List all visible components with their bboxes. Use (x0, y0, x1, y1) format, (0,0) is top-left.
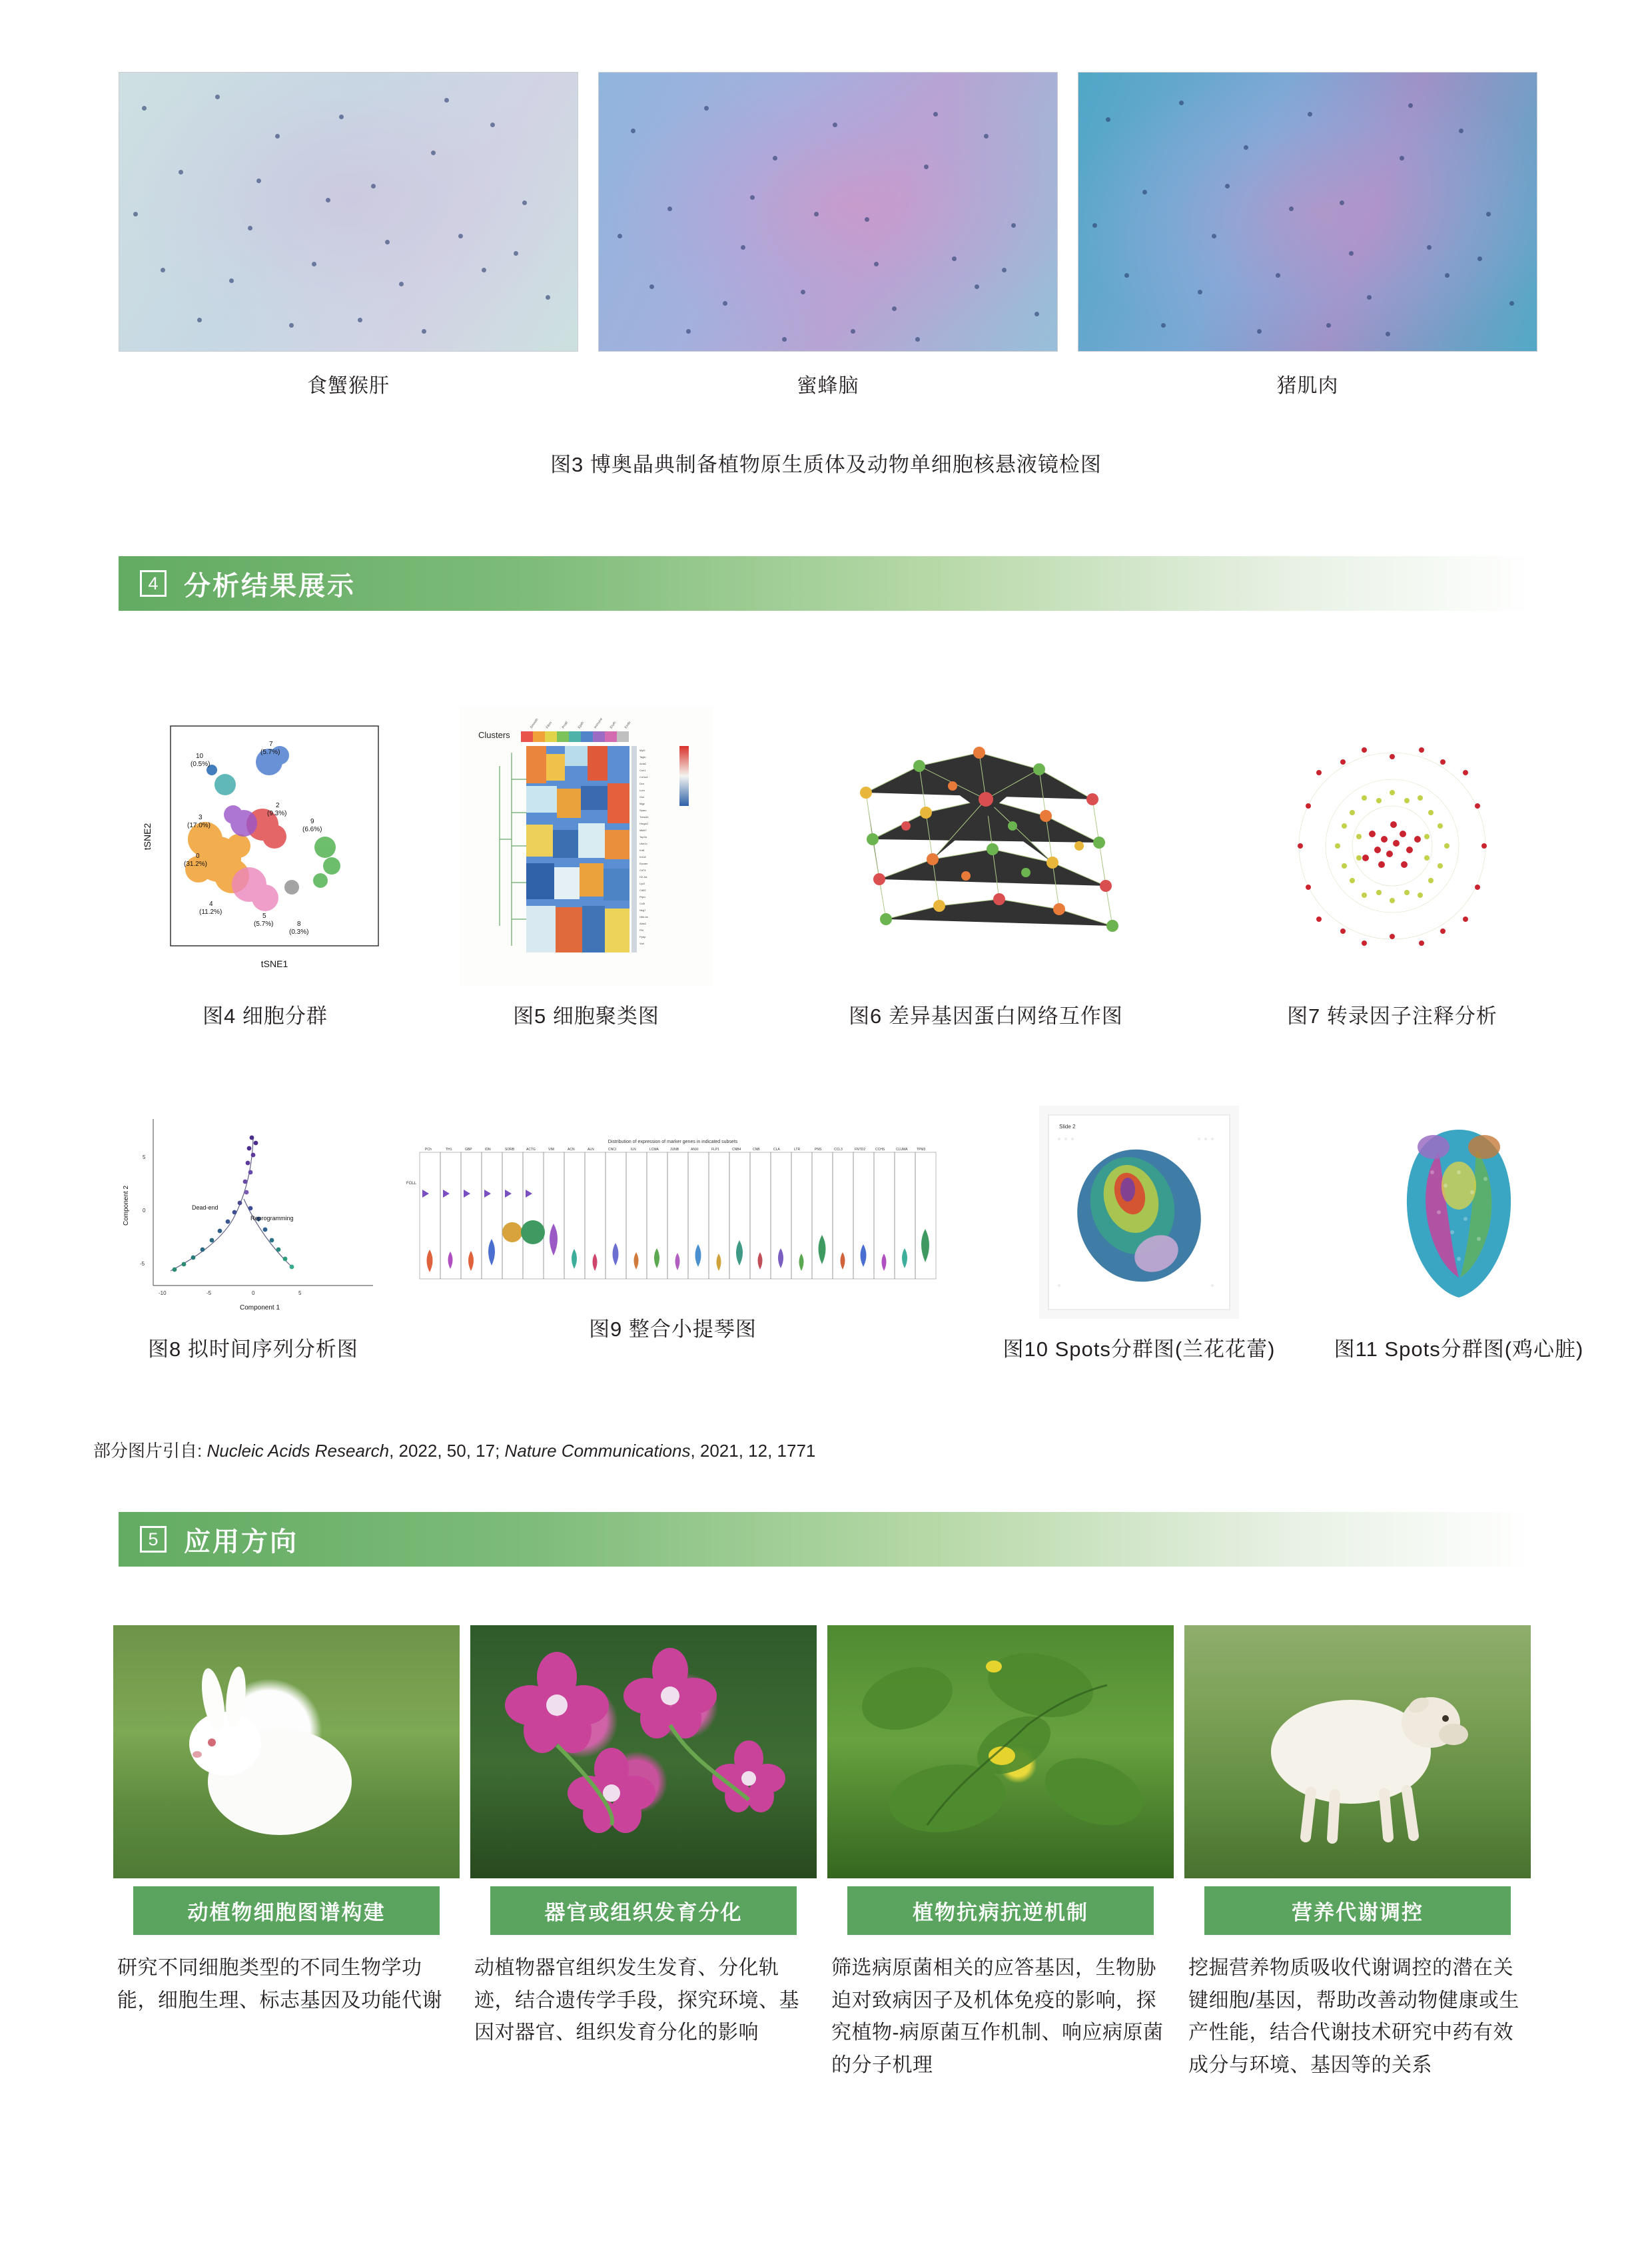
figure4-caption: 图4 细胞分群 (203, 1004, 328, 1028)
figure8-pseudotime-plot (113, 1099, 393, 1319)
svg-text:0: 0 (143, 1208, 146, 1214)
figure3-caption-1: 食蟹猴肝 (307, 375, 390, 397)
svg-text:0: 0 (252, 1290, 255, 1296)
figure9-violin-plot (393, 1132, 953, 1299)
svg-text:CNCI: CNCI (608, 1148, 617, 1152)
rabbit-illustration (113, 1625, 460, 1878)
figure3-caption-2: 蜜蜂脑 (797, 375, 859, 397)
svg-text:Mki67: Mki67 (639, 829, 647, 832)
application-badge: 器官或组织发育分化 (490, 1886, 797, 1935)
svg-text:5: 5 (262, 913, 266, 920)
svg-text:9: 9 (310, 818, 314, 825)
svg-text:Pf4: Pf4 (639, 929, 644, 932)
figure11-spatial-spots (1359, 1106, 1559, 1319)
credit-ref1-rest: , 2022, 50, 17; (389, 1441, 500, 1461)
svg-text:Clusters: Clusters (478, 730, 510, 740)
application-description: 研究不同细胞类型的不同生物学功能，细胞生理、标志基因及功能代谢 (117, 1957, 442, 2012)
figure7-item (1239, 706, 1545, 1029)
svg-text:Prolif: Prolif (561, 721, 570, 730)
network-svg (826, 706, 1146, 986)
figure4-item (119, 706, 412, 1029)
svg-text:ACN: ACN (568, 1148, 575, 1152)
figure3-item (598, 72, 1058, 398)
cell-dots (599, 73, 1057, 351)
svg-text:CCHS: CCHS (875, 1148, 885, 1152)
svg-text:(5.7%): (5.7%) (260, 749, 280, 756)
svg-text:Dead-end: Dead-end (192, 1204, 218, 1211)
svg-text:CLA: CLA (773, 1148, 780, 1152)
svg-text:Gsn: Gsn (639, 795, 645, 799)
svg-text:ANXI: ANXI (691, 1148, 699, 1152)
svg-text:0: 0 (196, 853, 200, 860)
image-credit (93, 1437, 815, 1462)
figure6-ppi-network (826, 706, 1146, 986)
svg-text:(31.2%): (31.2%) (184, 861, 208, 868)
credit-ref2-rest: , 2021, 12, 1771 (690, 1441, 816, 1461)
svg-text:(0.5%): (0.5%) (191, 761, 210, 768)
figure3-item (119, 72, 578, 398)
plant-photo (827, 1625, 1174, 1878)
svg-text:Distribution of expression of: Distribution of expression of marker genes in indicated subsets (608, 1140, 738, 1144)
svg-text:Ptprc: Ptprc (639, 895, 646, 899)
svg-text:Cd52: Cd52 (639, 889, 646, 892)
figure6-caption: 图6 差异基因蛋白网络互作图 (849, 1004, 1123, 1028)
cell-dots (119, 73, 578, 351)
svg-text:FOLL: FOLL (406, 1182, 417, 1186)
application-description: 筛选病原菌相关的应答基因，生物胁迫对致病因子及机体免疫的影响，探究植物-病原菌互作机制、响应病原菌的分子机理 (831, 1957, 1164, 2076)
sheep-illustration (1184, 1625, 1531, 1878)
svg-text:tSNE1: tSNE1 (260, 958, 288, 969)
svg-text:FNTD2: FNTD2 (855, 1148, 866, 1152)
orchid-illustration (470, 1625, 817, 1878)
svg-text:Slide 2: Slide 2 (1059, 1124, 1076, 1130)
svg-text:tSNE2: tSNE2 (142, 823, 153, 851)
svg-text:Component 2: Component 2 (123, 1185, 130, 1226)
svg-text:VIM: VIM (548, 1148, 554, 1152)
figure7-caption: 图7 转录因子注释分析 (1287, 1004, 1497, 1028)
svg-text:Epcam: Epcam (639, 862, 648, 865)
credit-ref2-journal: Nature Communications (504, 1441, 691, 1461)
svg-text:H2-Aa: H2-Aa (639, 875, 647, 879)
svg-text:(6.6%): (6.6%) (302, 826, 322, 833)
section-header-applications (119, 1512, 1532, 1567)
application-description: 动植物器官组织发生发育、分化轨迹，结合遗传学手段，探究环境、基因对器官、组织发育分化的影响 (474, 1957, 799, 2044)
svg-text:IDN: IDN (485, 1148, 491, 1152)
svg-text:Dcn: Dcn (639, 782, 645, 785)
svg-text:CNB: CNB (753, 1148, 760, 1152)
svg-text:CCL3: CCL3 (834, 1148, 843, 1152)
svg-text:Ube2c: Ube2c (639, 842, 647, 845)
svg-text:SORB: SORB (505, 1148, 515, 1152)
figure10-caption: 图10 Spots分群图(兰花花蕾) (1003, 1337, 1276, 1361)
section-header-analysis (119, 556, 1532, 611)
application-badge: 植物抗病抗逆机制 (847, 1886, 1154, 1935)
svg-text:Alas2: Alas2 (639, 922, 647, 925)
orchid-photo (470, 1625, 817, 1878)
svg-text:TPM3: TPM3 (917, 1148, 926, 1152)
svg-text:Cd74: Cd74 (639, 869, 646, 872)
credit-ref1-journal: Nucleic Acids Research (206, 1441, 390, 1461)
svg-text:CNB4: CNB4 (732, 1148, 741, 1152)
figure5-item (440, 706, 733, 1029)
application-badge: 动植物细胞图谱构建 (133, 1886, 440, 1935)
svg-text:Component 1: Component 1 (239, 1304, 280, 1311)
svg-text:Cnn1: Cnn1 (639, 769, 646, 772)
micrograph-image-1 (119, 72, 578, 352)
figure5-caption: 图5 细胞聚类图 (513, 1004, 659, 1028)
svg-text:ACTG: ACTG (526, 1148, 536, 1152)
micrograph-image-3 (1078, 72, 1537, 352)
svg-text:Myl9: Myl9 (639, 749, 645, 752)
figure9-item (386, 1132, 959, 1342)
svg-text:2: 2 (276, 802, 280, 809)
figure3-caption-3: 猪肌肉 (1276, 375, 1339, 397)
svg-text:GBP: GBP (465, 1148, 472, 1152)
figure11-caption: 图11 Spots分群图(鸡心脏) (1334, 1337, 1584, 1361)
figure10-item (959, 1106, 1319, 1362)
svg-text:Nkg7: Nkg7 (639, 909, 646, 912)
application-description: 挖掘营养物质吸收代谢调控的潜在关键细胞/基因，帮助改善动物健康或生产性能，结合代谢技术研究中药有效成分与环境、基因等的关系 (1188, 1957, 1519, 2076)
violin-svg (393, 1132, 953, 1299)
svg-text:(11.2%): (11.2%) (199, 909, 222, 916)
svg-text:-5: -5 (140, 1261, 145, 1267)
svg-text:Lyz2: Lyz2 (639, 882, 645, 885)
figure4-tsne-plot (132, 706, 398, 986)
cell-dots (1078, 73, 1537, 351)
svg-text:ILN: ILN (631, 1148, 636, 1152)
figure3-item (1078, 72, 1537, 398)
spatial-spots-svg-heart (1359, 1106, 1559, 1319)
svg-text:Smooth: Smooth (529, 717, 540, 730)
svg-text:FLP1: FLP1 (711, 1148, 719, 1152)
plant-illustration (827, 1625, 1174, 1878)
figure8-caption: 图8 拟时间序列分析图 (148, 1337, 358, 1361)
tsne-scatter-svg (132, 706, 398, 986)
svg-text:(0.3%): (0.3%) (289, 929, 309, 936)
section-title-4: 分析结果展示 (184, 571, 356, 601)
svg-text:TH1: TH1 (446, 1148, 452, 1152)
svg-text:Vwf: Vwf (639, 942, 644, 945)
tf-network-svg (1252, 706, 1532, 986)
svg-text:Krt8: Krt8 (639, 849, 645, 852)
application-card (1184, 1625, 1531, 2081)
section-number-4: 4 (140, 570, 167, 597)
svg-text:PNS: PNS (815, 1148, 822, 1152)
micrograph-image-2 (598, 72, 1058, 352)
svg-text:Fibro: Fibro (545, 721, 554, 730)
figure9-caption: 图9 整合小提琴图 (589, 1317, 757, 1341)
svg-text:8: 8 (297, 921, 301, 928)
section-number-5: 5 (140, 1526, 167, 1553)
svg-text:Hmgb2: Hmgb2 (639, 822, 648, 825)
application-card (113, 1625, 460, 2081)
svg-text:CLUMA: CLUMA (896, 1148, 908, 1152)
svg-text:JUNB: JUNB (670, 1148, 679, 1152)
spatial-spots-svg-orchid (1039, 1106, 1239, 1319)
svg-text:ALN: ALN (588, 1148, 594, 1152)
figure6-item (813, 706, 1159, 1029)
svg-text:Acta2: Acta2 (639, 762, 647, 765)
svg-text:Krt18: Krt18 (639, 855, 646, 859)
figure3-title: 图3 博奥晶典制备植物原生质体及动物单细胞核悬液镜检图 (550, 453, 1102, 476)
figure7-tf-network (1252, 706, 1532, 986)
svg-text:(17.0%): (17.0%) (187, 822, 211, 829)
application-badge: 营养代谢调控 (1204, 1886, 1511, 1935)
pseudotime-svg (113, 1099, 393, 1319)
heatmap-svg (460, 706, 713, 986)
svg-text:4: 4 (209, 901, 213, 908)
svg-text:Tuba1b: Tuba1b (639, 815, 649, 819)
section-title-5: 应用方向 (184, 1527, 298, 1557)
svg-text:(9.3%): (9.3%) (267, 810, 287, 817)
svg-text:Immune: Immune (593, 717, 604, 730)
application-card (470, 1625, 817, 2081)
rabbit-photo (113, 1625, 460, 1878)
svg-text:10: 10 (196, 753, 204, 760)
svg-text:(5.7%): (5.7%) (254, 921, 274, 928)
svg-text:Ppbp: Ppbp (639, 935, 646, 938)
svg-text:PCh: PCh (425, 1148, 432, 1152)
credit-prefix: 部分图片引自: (93, 1441, 203, 1461)
application-card (827, 1625, 1174, 2081)
svg-text:Endo: Endo (623, 721, 632, 730)
svg-text:Lum: Lum (639, 789, 645, 792)
svg-text:-10: -10 (159, 1290, 167, 1296)
svg-text:Reprogramming: Reprogramming (250, 1215, 294, 1222)
figure3-image-row (119, 72, 1531, 398)
svg-text:LCMA: LCMA (649, 1148, 659, 1152)
svg-text:Hbb-bs: Hbb-bs (639, 915, 648, 919)
svg-text:LTR: LTR (794, 1148, 801, 1152)
figure8-item (93, 1099, 413, 1362)
svg-text:Col1a2: Col1a2 (639, 775, 648, 779)
svg-text:Tagln: Tagln (639, 755, 646, 759)
svg-text:3: 3 (199, 814, 203, 821)
svg-text:-5: -5 (206, 1290, 212, 1296)
application-cards-row (113, 1625, 1539, 2081)
svg-text:Sparc: Sparc (639, 809, 647, 812)
svg-text:Ccl5: Ccl5 (639, 902, 645, 905)
figure5-heatmap (460, 706, 713, 986)
svg-text:7: 7 (269, 741, 273, 748)
sheep-photo (1184, 1625, 1531, 1878)
svg-text:5: 5 (143, 1154, 146, 1160)
svg-text:Mgp: Mgp (639, 802, 645, 805)
figure11-item (1279, 1106, 1639, 1362)
svg-text:Top2a: Top2a (639, 835, 647, 839)
svg-text:Eryth: Eryth (609, 721, 618, 730)
svg-text:Epith: Epith (577, 721, 586, 730)
svg-text:5: 5 (298, 1290, 302, 1296)
figure10-spatial-spots (1039, 1106, 1239, 1319)
